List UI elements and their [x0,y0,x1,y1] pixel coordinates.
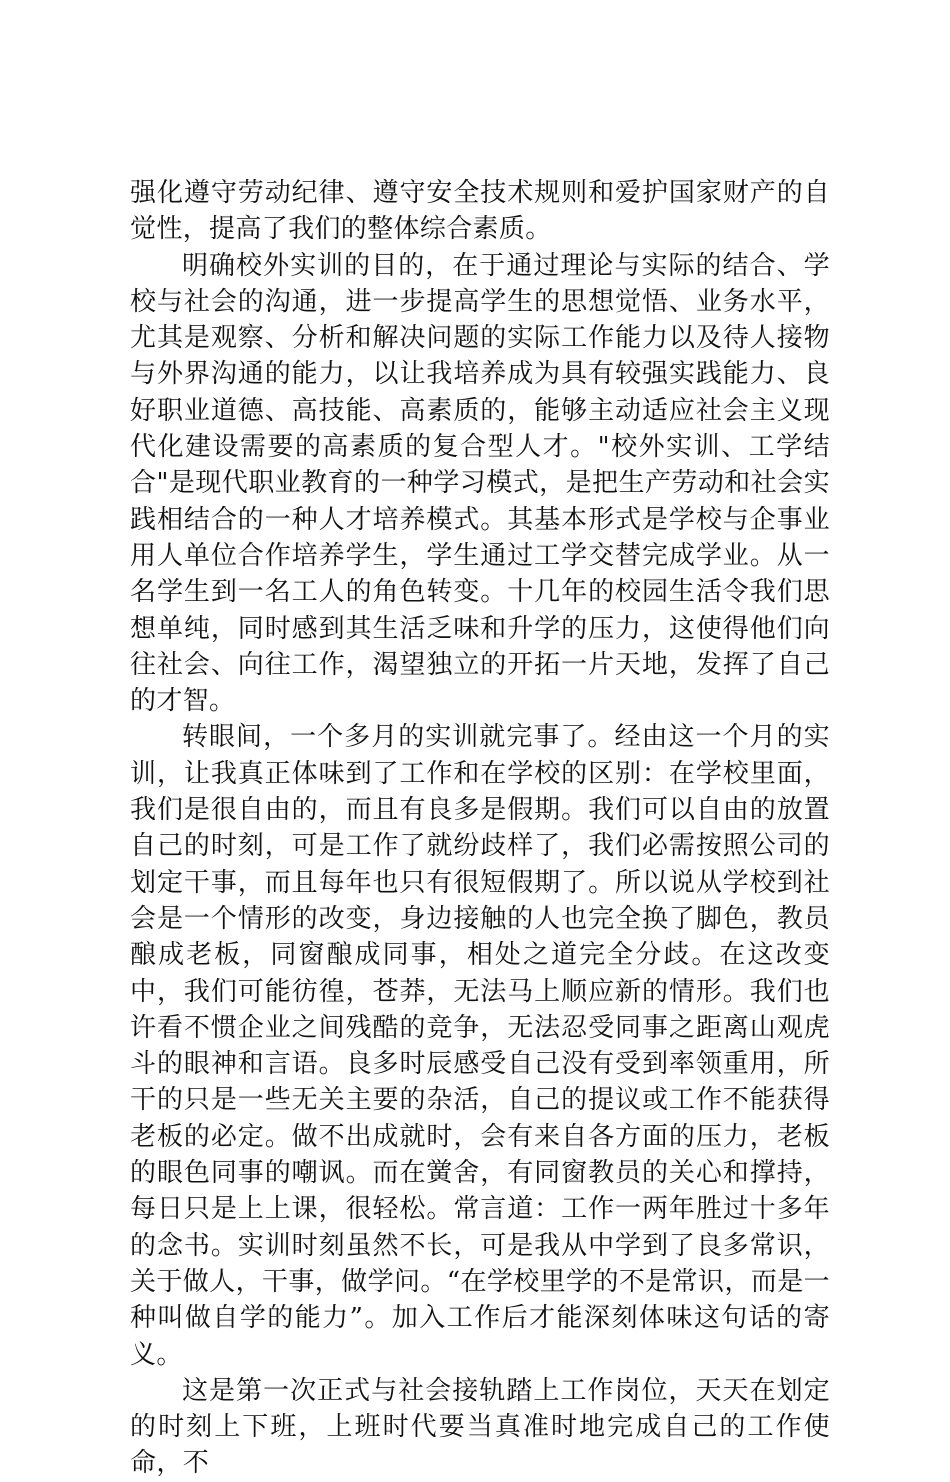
paragraph-4: 这是第一次正式与社会接轨踏上工作岗位，天天在划定的时刻上下班，上班时代要当真准时地完成自己的工作使命，不 [130,1375,830,1479]
document-page [130,175,830,1482]
paragraph-1: 强化遵守劳动纪律、遵守安全技术规则和爱护国家财产的自觉性，提高了我们的整体综合素质。 [130,178,830,245]
paragraph-3: 转眼间，一个多月的实训就完事了。经由这一个月的实训，让我真正体味到了工作和在学校的区别：在学校里面，我们是很自由的，而且有良多是假期。我们可以自由的放置自己的时刻，可是工作了就纷歧样了，我们必需按照公司的划定干事，而且每年也只有很短假期了。所以说从学校到社会是一个情形的改变，身边接触的人也完全换了脚色，教员酿成老板，同窗酿成同事，相处之道完全分歧。在这改变中，我们可能彷徨，苍莽，无法马上顺应新的情形。我们也许看不惯企业之间残酷的竞争，无法忍受同事之距离山观虎斗的眼神和言语。良多时辰感受自己没有受到率领重用，所干的只是一些无关主要的杂活，自己的提议或工作不能获得老板的必定。做不出成就时，会有来自各方面的压力，老板的眼色同事的嘲讽。而在黉舍，有同窗教员的关心和撑持，每日只是上上课，很轻松。常言道：工作一两年胜过十多年的念书。实训时刻虽然不长，可是我从中学到了良多常识，关于做人，干事，做学问。“在学校里学的不是常识，而是一种叫做自学的能力”。加入工作后才能深刻体味这句话的寄义。 [130,722,830,1370]
paragraph-2: 明确校外实训的目的，在于通过理论与实际的结合、学校与社会的沟通，进一步提高学生的思想觉悟、业务水平，尤其是观察、分析和解决问题的实际工作能力以及待人接物与外界沟通的能力，以让我培养成为具有较强实践能力、良好职业道德、高技能、高素质的，能够主动适应社会主义现代化建设需要的高素质的复合型人才。"校外实训、工学结合"是现代职业教育的一种学习模式，是把生产劳动和社会实践相结合的一种人才培养模式。其基本形式是学校与企事业用人单位合作培养学生，学生通过工学交替完成学业。从一名学生到一名工人的角色转变。十几年的校园生活令我们思想单纯，同时感到其生活乏味和升学的压力，这使得他们向往社会、向往工作，渴望独立的开拓一片天地，发挥了自己的才智。 [130,250,830,717]
